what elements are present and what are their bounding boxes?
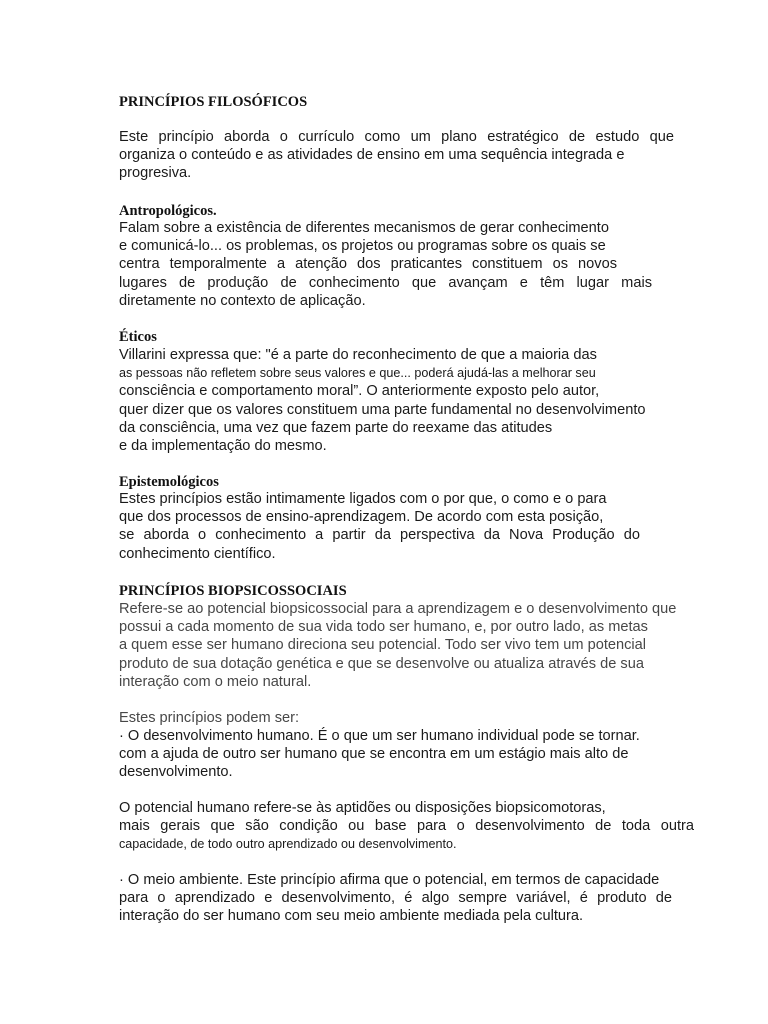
text-line: interação do ser humano com seu meio ambiente mediada pela cultura. <box>119 908 584 925</box>
text-line: Refere-se ao potencial biopsicossocial para a aprendizagem e o desenvolvimento que <box>119 601 677 617</box>
text-line: Este princípio aborda o currículo como um plano estratégico de estudo que <box>119 129 674 145</box>
paragraph-antropologicos <box>119 219 652 310</box>
paragraph-podem-ser <box>119 709 679 727</box>
paragraph-meio-ambiente <box>119 871 681 926</box>
heading-principios-filosoficos: PRINCÍPIOS FILOSÓFICOS <box>119 94 308 110</box>
text-line: Falam sobre a existência de diferentes mecanismos de gerar conhecimento <box>119 220 609 236</box>
text-line: quer dizer que os valores constituem uma parte fundamental no desenvolvimento <box>119 401 646 418</box>
text-line: · O meio ambiente. Este princípio afirma que o potencial, em termos de capacidade <box>119 872 660 888</box>
paragraph-epistemologicos <box>119 490 640 563</box>
paragraph-biopsicossociais <box>119 600 723 691</box>
text-line: Estes princípios podem ser: <box>119 710 300 726</box>
text-line: conhecimento científico. <box>119 545 276 562</box>
paragraph-eticos <box>119 346 689 455</box>
paragraph-potencial-humano <box>119 799 694 854</box>
text-line: Villarini expressa que: "é a parte do reconhecimento de que a maioria das <box>119 347 597 363</box>
text-line: capacidade, de todo outro aprendizado ou desenvolvimento. <box>119 837 457 852</box>
text-line: diretamente no contexto de aplicação. <box>119 292 366 309</box>
text-line: Estes princípios estão intimamente ligados com o por que, o como e o para <box>119 491 607 507</box>
text-line: as pessoas não refletem sobre seus valores e que... poderá ajudá-las a melhorar seu <box>119 366 596 381</box>
text-line: possui a cada momento de sua vida todo ser humano, e, por outro lado, as metas <box>119 619 648 636</box>
text-line: que dos processos de ensino-aprendizagem. De acordo com esta posição, <box>119 509 604 526</box>
text-line: consciência e comportamento moral”. O anteriormente exposto pelo autor, <box>119 383 600 400</box>
heading-epistemologicos: Epistemológicos <box>119 474 219 490</box>
text-line: progresiva. <box>119 165 192 182</box>
text-line: e da implementação do mesmo. <box>119 438 327 455</box>
text-line: interação com o meio natural. <box>119 673 312 690</box>
text-line: da consciência, uma vez que fazem parte do reexame das atitudes <box>119 419 553 436</box>
text-line: desenvolvimento. <box>119 764 233 781</box>
text-line: · O desenvolvimento humano. É o que um ser humano individual pode se tornar. <box>119 728 640 744</box>
text-line: centra temporalmente a atenção dos praticantes constituem os novos <box>119 256 617 273</box>
text-line: produto de sua dotação genética e que se desenvolve ou atualiza através de sua <box>119 655 644 672</box>
paragraph-filosoficos <box>119 128 674 183</box>
text-line: com a ajuda de outro ser humano que se encontra em um estágio mais alto de <box>119 746 629 763</box>
text-line: a quem esse ser humano direciona seu potencial. Todo ser vivo tem um potencial <box>119 637 647 654</box>
text-line: para o aprendizado e desenvolvimento, é algo sempre variável, é produto de <box>119 890 672 907</box>
heading-principios-biopsicossociais: PRINCÍPIOS BIOPSICOSSOCIAIS <box>119 583 347 599</box>
text-line: mais gerais que são condição ou base para o desenvolvimento de toda outra <box>119 818 694 835</box>
paragraph-desenvolvimento-humano <box>119 727 679 782</box>
text-line: lugares de produção de conhecimento que avançam e têm lugar mais <box>119 274 652 291</box>
heading-eticos: Éticos <box>119 329 157 345</box>
text-line: e comunicá-lo... os problemas, os projetos ou programas sobre os quais se <box>119 238 606 255</box>
text-line: O potencial humano refere-se às aptidões ou disposições biopsicomotoras, <box>119 800 606 816</box>
text-line: se aborda o conhecimento a partir da perspectiva da Nova Produção do <box>119 527 640 544</box>
text-line: organiza o conteúdo e as atividades de ensino em uma sequência integrada e <box>119 147 625 164</box>
heading-antropologicos: Antropológicos. <box>119 203 217 219</box>
